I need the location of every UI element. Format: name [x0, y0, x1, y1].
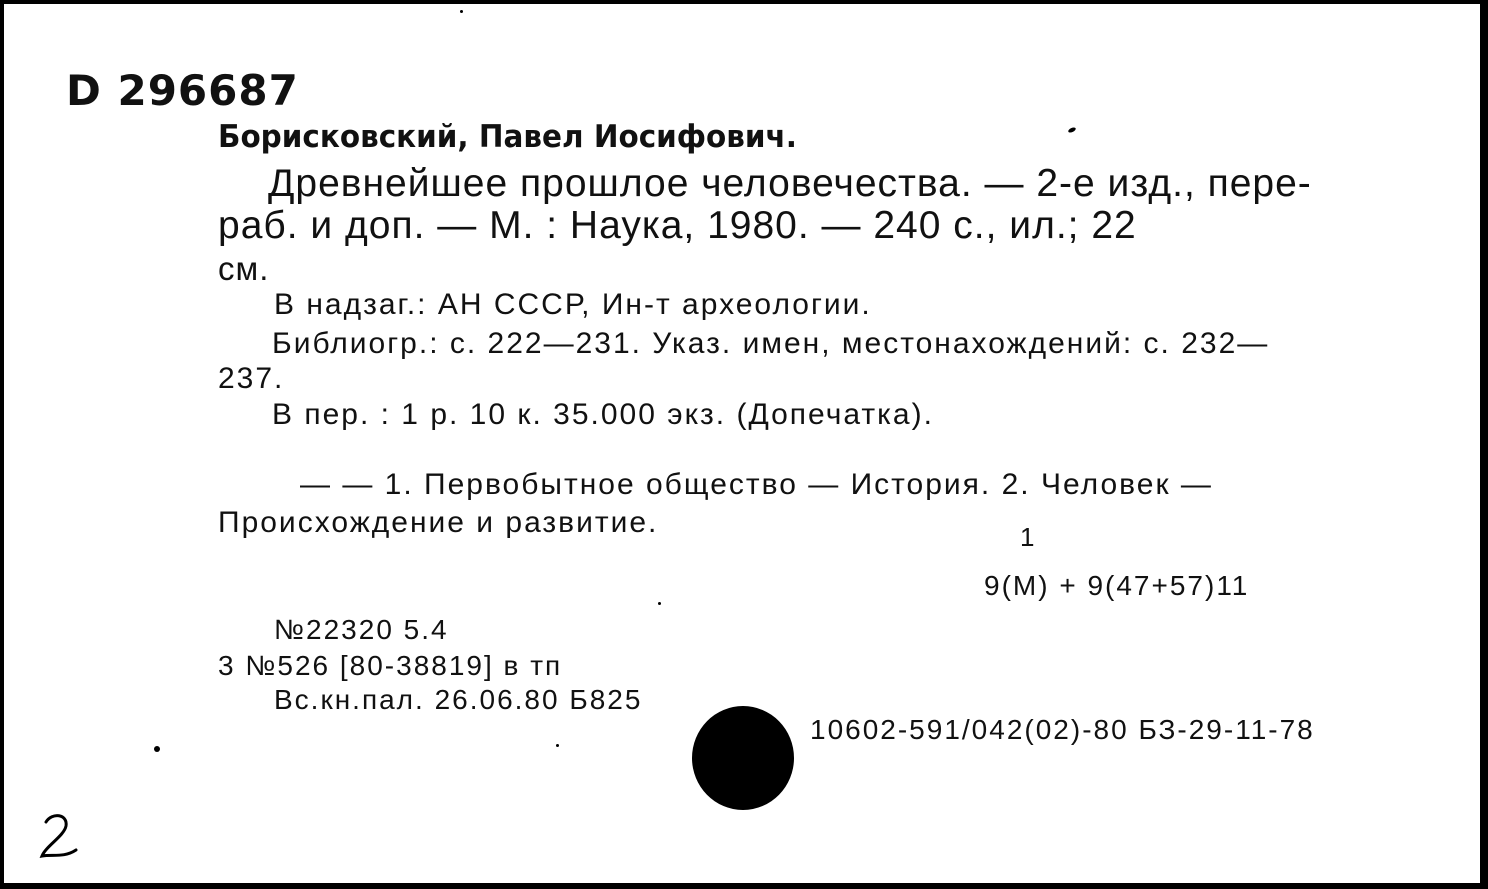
order-number: №22320 5.4: [274, 614, 449, 645]
ink-speck: [460, 10, 463, 13]
subject-headings: — — 1. Первобытное общество — История. 2. Человек —: [300, 468, 1213, 501]
title-line-1: Древнейшее прошлое человечества. — 2-е изд., пере-: [268, 162, 1312, 205]
publisher-code: 10602-591/042(02)-80 БЗ-29-11-78: [810, 714, 1315, 745]
note-price: В пер. : 1 р. 10 к. 35.000 экз. (Допечатка).: [272, 398, 934, 431]
ink-speck: [556, 744, 559, 747]
ink-speck: [154, 746, 160, 752]
classification-annotation: 1: [1020, 522, 1037, 552]
title-line-2: раб. и доп. — М. : Наука, 1980. — 240 с., ил.; 22: [218, 204, 1137, 247]
title-line-3: см.: [218, 250, 270, 287]
handwritten-mark: [32, 808, 92, 868]
registry-number: 3 №526 [80-38819] в тп: [218, 650, 563, 681]
author-heading: Борисковский, Павел Иосифович.: [218, 119, 797, 155]
call-number: D 296687: [66, 66, 299, 115]
ink-speck: [658, 602, 661, 605]
ink-speck: [1068, 126, 1077, 133]
catalog-card: [4, 4, 1483, 883]
book-chamber-record: Вс.кн.пал. 26.06.80 Б825: [274, 684, 643, 715]
classification-index: 9(М) + 9(47+57)11: [984, 570, 1250, 601]
note-heading: В надзаг.: АН СССР, Ин-т археологии.: [274, 288, 872, 321]
note-bibliography-cont: 237.: [218, 362, 285, 395]
punch-hole: [692, 706, 794, 810]
note-bibliography: Библиогр.: с. 222—231. Указ. имен, местонахождений: с. 232—: [272, 327, 1270, 360]
subject-headings-cont: Происхождение и развитие.: [218, 506, 659, 539]
